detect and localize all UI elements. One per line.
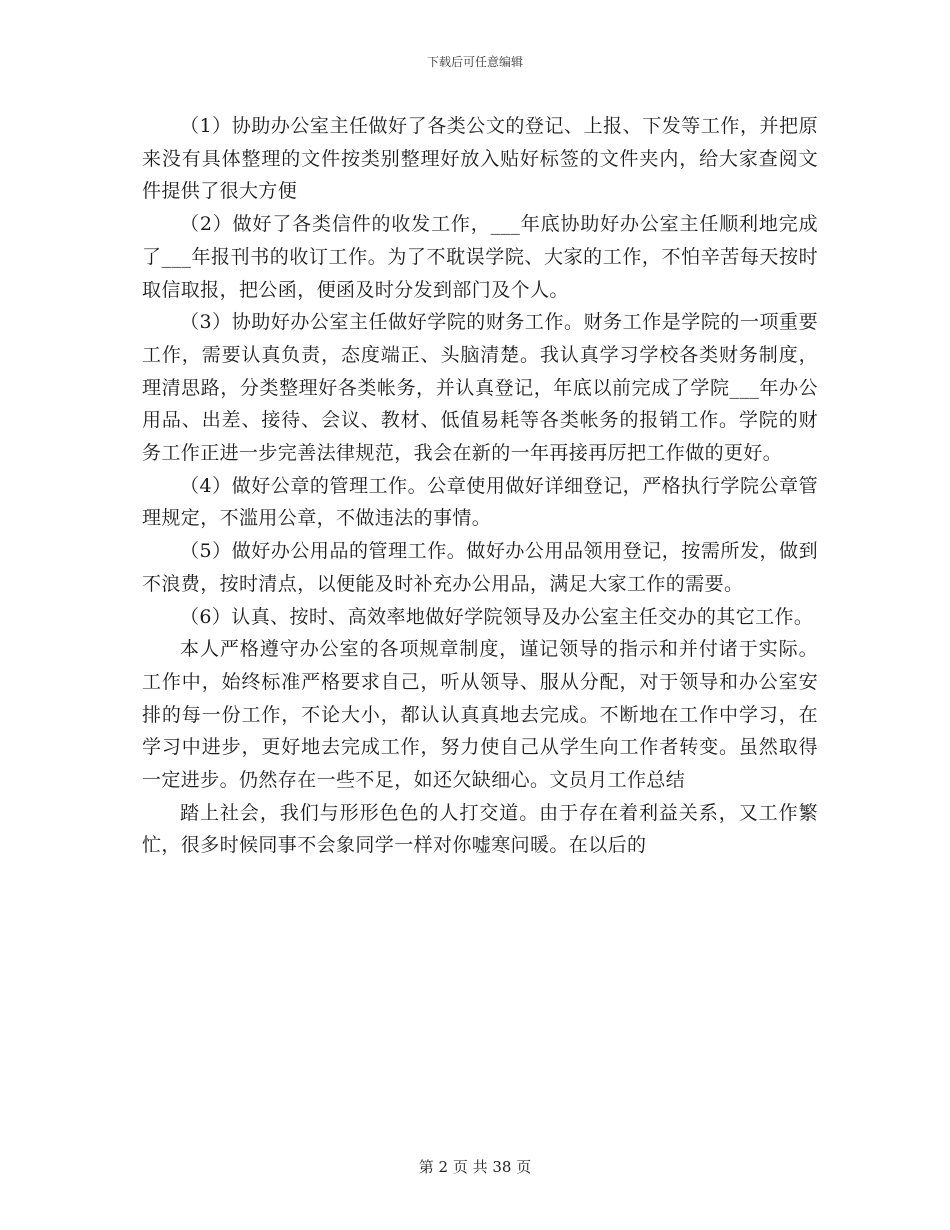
page-number: 第 2 页 共 38 页 (418, 1158, 532, 1176)
paragraph-item-2: （2）做好了各类信件的收发工作，___年底协助好办公室主任顺利地完成了___年报刊书的收订工作。为了不耽误学院、大家的工作，不怕辛苦每天按时取信取报，把公函，便函及时分发到部门及个人。 (142, 213, 818, 301)
paragraph-self-assessment: 本人严格遵守办公室的各项规章制度，谨记领导的指示和并付诸于实际。工作中，始终标准严格要求自己，听从领导、服从分配，对于领导和办公室安排的每一份工作，不论大小，都认认真真地去完成。不断地在工作中学习，在学习中进步，更好地去完成工作，努力使自己从学生向工作者转变。虽然取得一定进步。仍然存在一些不足，如还欠缺细心。文员月工作总结 (142, 638, 818, 792)
paragraph-item-6: （6）认真、按时、高效率地做好学院领导及办公室主任交办的其它工作。 (180, 605, 814, 628)
paragraph-item-3: （3）协助好办公室主任做好学院的财务工作。财务工作是学院的一项重要工作，需要认真负责，态度端正、头脑清楚。我认真学习学校各类财务制度，理清思路，分类整理好各类帐务，并认真登记，年底以前完成了学院___年办公用品、出差、接待、会议、教材、低值易耗等各类帐务的报销工作。学院的财务工作正进一步完善法律规范，我会在新的一年再接再厉把工作做的更好。 (142, 311, 818, 465)
page-header: 下载后可任意编辑 (426, 55, 523, 69)
paragraph-society: 踏上社会，我们与形形色色的人打交道。由于存在着利益关系，又工作繁忙，很多时候同事不会象同学一样对你嘘寒问暖。在以后的 (142, 801, 818, 857)
paragraph-item-1: （1）协助办公室主任做好了各类公文的登记、上报、下发等工作，并把原来没有具体整理的文件按类别整理好放入贴好标签的文件夹内，给大家查阅文件提供了很大方便 (142, 115, 818, 203)
paragraph-item-5: （5）做好办公用品的管理工作。做好办公用品领用登记，按需所发，做到不浪费，按时清点，以便能及时补充办公用品，满足大家工作的需要。 (142, 540, 818, 595)
paragraph-item-4: （4）做好公章的管理工作。公章使用做好详细登记，严格执行学院公章管理规定，不滥用公章，不做违法的事情。 (142, 474, 818, 530)
document-body (142, 110, 818, 862)
